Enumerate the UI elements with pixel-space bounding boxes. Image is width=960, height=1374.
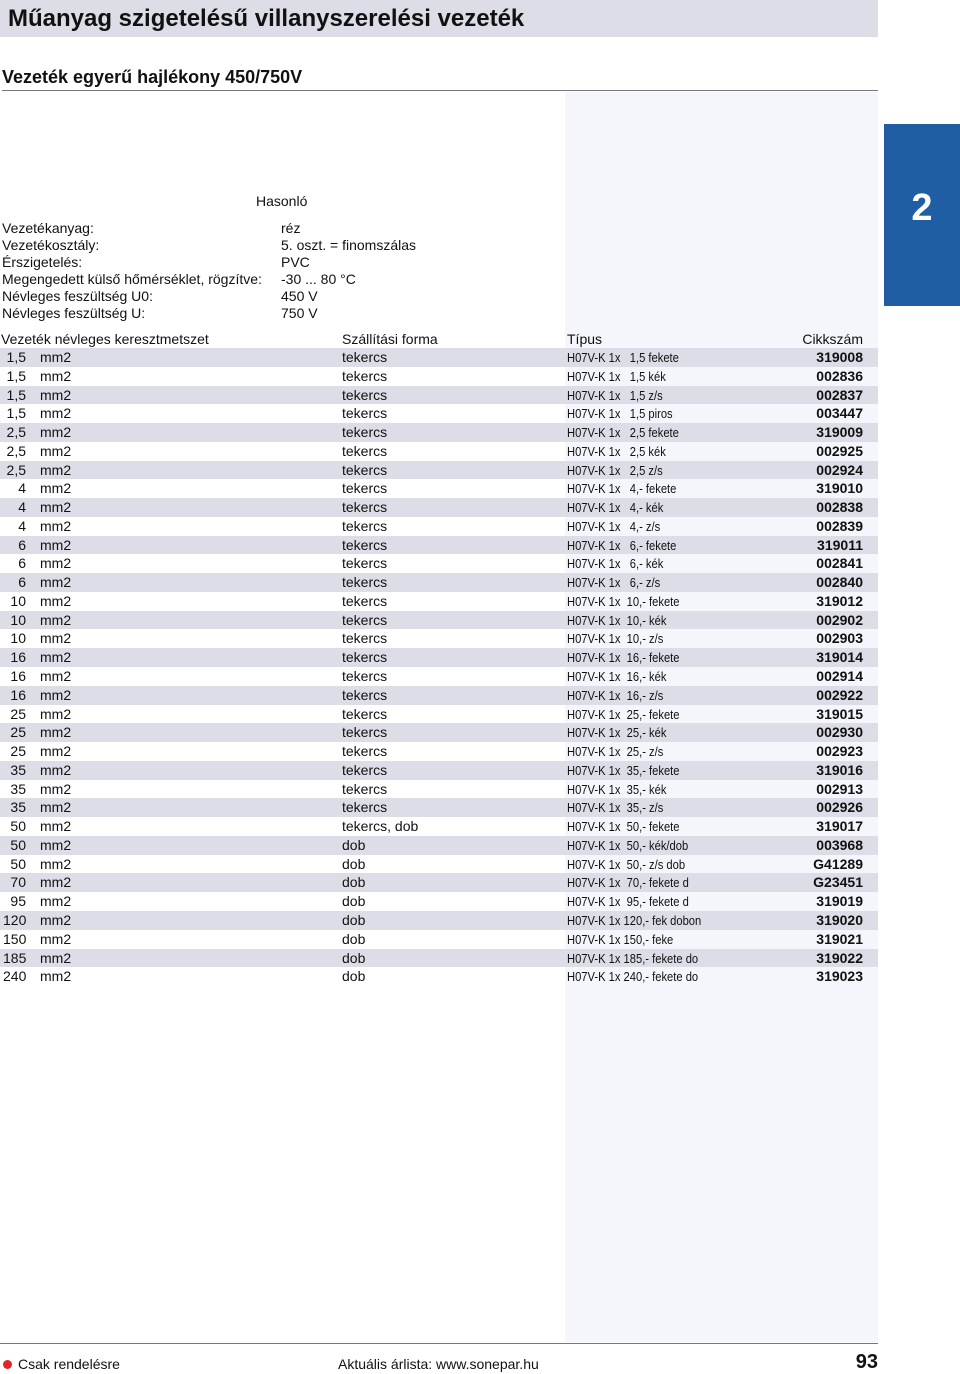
table-row bbox=[0, 517, 878, 536]
cell-type: H07V-K 1x 6,- fekete bbox=[567, 537, 677, 553]
cell-size: 10 bbox=[10, 611, 26, 628]
cell-type: H07V-K 1x 50,- z/s dob bbox=[567, 856, 686, 872]
cell-code: 002838 bbox=[816, 499, 863, 516]
cell-type: H07V-K 1x 35,- z/s bbox=[567, 800, 664, 816]
spec-label: Vezetékanyag: bbox=[2, 220, 94, 236]
chapter-number: 2 bbox=[911, 187, 933, 229]
cell-unit: mm2 bbox=[40, 592, 72, 609]
table-row bbox=[0, 667, 878, 686]
cell-unit: mm2 bbox=[40, 574, 72, 591]
table-row bbox=[0, 949, 878, 968]
similar-label: Hasonló bbox=[256, 193, 308, 209]
header-code: Cikkszám bbox=[802, 331, 863, 347]
page-title: Műanyag szigetelésű villanyszerelési vezeték bbox=[8, 5, 525, 32]
table-row bbox=[0, 817, 878, 836]
cell-form: tekercs bbox=[342, 499, 388, 516]
cell-size: 50 bbox=[10, 818, 26, 835]
table-row bbox=[0, 404, 878, 423]
footer bbox=[0, 1351, 878, 1374]
cell-type: H07V-K 1x 70,- fekete d bbox=[567, 875, 689, 891]
cell-code: 002925 bbox=[816, 442, 863, 459]
cell-form: tekercs bbox=[342, 367, 388, 384]
spec-row bbox=[2, 288, 602, 305]
footer-divider bbox=[0, 1343, 878, 1344]
cell-form: tekercs bbox=[342, 724, 388, 741]
cell-type: H07V-K 1x 2,5 z/s bbox=[567, 462, 663, 478]
cell-unit: mm2 bbox=[40, 649, 72, 666]
cell-form: dob bbox=[342, 911, 366, 928]
order-dot-icon bbox=[3, 1360, 12, 1369]
cell-code: 319017 bbox=[816, 818, 863, 835]
cell-type: H07V-K 1x 35,- fekete bbox=[567, 762, 680, 778]
cell-code: 003968 bbox=[816, 836, 863, 853]
cell-size: 6 bbox=[18, 574, 26, 591]
cell-form: dob bbox=[342, 930, 366, 947]
cell-form: tekercs bbox=[342, 780, 388, 797]
spec-value: 450 V bbox=[281, 288, 318, 304]
table-header bbox=[0, 330, 878, 348]
cell-code: 002913 bbox=[816, 780, 863, 797]
table-row bbox=[0, 498, 878, 517]
cell-size: 25 bbox=[10, 724, 26, 741]
cell-type: H07V-K 1x 1,5 kék bbox=[567, 368, 666, 384]
cell-size: 2,5 bbox=[6, 442, 26, 459]
spec-value: 750 V bbox=[281, 305, 318, 321]
price-list-note: Aktuális árlista: www.sonepar.hu bbox=[338, 1356, 539, 1372]
cell-form: tekercs bbox=[342, 405, 388, 422]
cell-size: 185 bbox=[3, 949, 27, 966]
spec-label: Megengedett külső hőmérséklet, rögzítve: bbox=[2, 271, 262, 287]
cell-unit: mm2 bbox=[40, 799, 72, 816]
table-row bbox=[0, 892, 878, 911]
cell-unit: mm2 bbox=[40, 461, 72, 478]
cell-size: 95 bbox=[10, 893, 26, 910]
cell-form: tekercs bbox=[342, 743, 388, 760]
cell-code: 002903 bbox=[816, 630, 863, 647]
table-row bbox=[0, 442, 878, 461]
table-row bbox=[0, 592, 878, 611]
cell-size: 16 bbox=[10, 649, 26, 666]
cell-size: 240 bbox=[3, 968, 27, 985]
cell-size: 35 bbox=[10, 780, 26, 797]
table-row bbox=[0, 461, 878, 480]
cell-unit: mm2 bbox=[40, 724, 72, 741]
table-row bbox=[0, 423, 878, 442]
cell-form: dob bbox=[342, 874, 366, 891]
cell-form: tekercs bbox=[342, 574, 388, 591]
spec-label: Vezetékosztály: bbox=[2, 237, 100, 253]
spec-value: PVC bbox=[281, 254, 310, 270]
cell-unit: mm2 bbox=[40, 386, 72, 403]
product-table bbox=[0, 348, 878, 986]
cell-size: 120 bbox=[3, 911, 27, 928]
cell-code: 319011 bbox=[817, 536, 863, 553]
cell-type: H07V-K 1x 16,- fekete bbox=[567, 650, 680, 666]
cell-form: dob bbox=[342, 949, 366, 966]
cell-form: dob bbox=[342, 893, 366, 910]
page-number: 93 bbox=[855, 1351, 878, 1373]
cell-type: H07V-K 1x 6,- kék bbox=[567, 556, 664, 572]
table-row bbox=[0, 367, 878, 386]
table-row bbox=[0, 742, 878, 761]
spec-value: -30 ... 80 °C bbox=[281, 271, 356, 287]
cell-unit: mm2 bbox=[40, 517, 72, 534]
cell-unit: mm2 bbox=[40, 367, 72, 384]
spec-row bbox=[2, 254, 602, 271]
cell-unit: mm2 bbox=[40, 442, 72, 459]
cell-type: H07V-K 1x 1,5 fekete bbox=[567, 350, 679, 365]
cell-unit: mm2 bbox=[40, 818, 72, 835]
cell-size: 35 bbox=[10, 799, 26, 816]
cell-code: 002926 bbox=[816, 799, 863, 816]
table-row bbox=[0, 761, 878, 780]
table-row bbox=[0, 573, 878, 592]
cell-code: 002914 bbox=[816, 668, 863, 685]
cell-form: tekercs bbox=[342, 424, 388, 441]
cell-form: tekercs bbox=[342, 461, 388, 478]
chapter-tab bbox=[884, 124, 960, 306]
cell-unit: mm2 bbox=[40, 893, 72, 910]
cell-unit: mm2 bbox=[40, 761, 72, 778]
cell-code: 319008 bbox=[816, 349, 863, 365]
table-row bbox=[0, 836, 878, 855]
table-row bbox=[0, 967, 878, 986]
section-subtitle: Vezeték egyerű hajlékony 450/750V bbox=[2, 66, 878, 91]
cell-size: 2,5 bbox=[6, 461, 26, 478]
cell-size: 2,5 bbox=[6, 424, 26, 441]
table-row bbox=[0, 686, 878, 705]
cell-type: H07V-K 1x 50,- kék/dob bbox=[567, 837, 689, 853]
cell-unit: mm2 bbox=[40, 686, 72, 703]
spec-value: 5. oszt. = finomszálas bbox=[281, 237, 417, 253]
cell-size: 50 bbox=[10, 836, 26, 853]
cell-type: H07V-K 1x 2,5 kék bbox=[567, 443, 666, 459]
cell-type: H07V-K 1x 25,- kék bbox=[567, 725, 667, 741]
cell-size: 1,5 bbox=[6, 386, 26, 403]
cell-code: 002902 bbox=[816, 611, 863, 628]
cell-form: tekercs bbox=[342, 668, 388, 685]
cell-form: tekercs bbox=[342, 517, 388, 534]
cell-form: tekercs bbox=[342, 611, 388, 628]
cell-code: 002837 bbox=[816, 386, 863, 403]
cell-size: 4 bbox=[18, 480, 26, 497]
table-row bbox=[0, 930, 878, 949]
cell-code: 319020 bbox=[816, 911, 863, 928]
cell-code: 002841 bbox=[816, 555, 863, 572]
spec-row bbox=[2, 237, 602, 254]
cell-form: tekercs bbox=[342, 480, 388, 497]
cell-form: tekercs bbox=[342, 555, 388, 572]
cell-size: 25 bbox=[10, 743, 26, 760]
cell-size: 10 bbox=[10, 630, 26, 647]
spec-row bbox=[2, 305, 602, 322]
spec-row bbox=[2, 271, 602, 288]
table-row bbox=[0, 705, 878, 724]
table-row bbox=[0, 873, 878, 892]
cell-form: tekercs bbox=[342, 442, 388, 459]
cell-type: H07V-K 1x 4,- z/s bbox=[567, 518, 661, 534]
cell-unit: mm2 bbox=[40, 911, 72, 928]
header-type: Típus bbox=[567, 331, 603, 347]
cell-form: tekercs bbox=[342, 592, 388, 609]
table-row bbox=[0, 479, 878, 498]
cell-type: H07V-K 1x 120,- fek dobon bbox=[567, 912, 702, 928]
cell-code: 002924 bbox=[816, 461, 863, 478]
cell-unit: mm2 bbox=[40, 930, 72, 947]
title-bar bbox=[0, 0, 878, 37]
cell-unit: mm2 bbox=[40, 780, 72, 797]
cell-unit: mm2 bbox=[40, 949, 72, 966]
cell-code: 002930 bbox=[816, 724, 863, 741]
cell-form: tekercs, dob bbox=[342, 818, 419, 835]
spec-label: Névleges feszültség U0: bbox=[2, 288, 153, 304]
cell-form: tekercs bbox=[342, 536, 388, 553]
cell-type: H07V-K 1x 4,- fekete bbox=[567, 481, 677, 497]
spec-label: Névleges feszültség U: bbox=[2, 305, 146, 321]
cell-type: H07V-K 1x 185,- fekete do bbox=[567, 950, 699, 966]
cell-unit: mm2 bbox=[40, 968, 72, 985]
cell-code: G23451 bbox=[813, 874, 863, 891]
cell-code: 003447 bbox=[816, 405, 863, 422]
cell-unit: mm2 bbox=[40, 536, 72, 553]
cell-type: H07V-K 1x 35,- kék bbox=[567, 781, 667, 797]
spec-row bbox=[2, 220, 602, 237]
cell-type: H07V-K 1x 10,- fekete bbox=[567, 593, 680, 609]
cell-unit: mm2 bbox=[40, 743, 72, 760]
cell-form: dob bbox=[342, 836, 366, 853]
cell-type: H07V-K 1x 4,- kék bbox=[567, 500, 664, 516]
cell-code: 319010 bbox=[816, 480, 863, 497]
cell-code: 002839 bbox=[816, 517, 863, 534]
cell-size: 50 bbox=[10, 855, 26, 872]
table-row bbox=[0, 611, 878, 630]
cell-type: H07V-K 1x 16,- kék bbox=[567, 669, 667, 685]
cell-unit: mm2 bbox=[40, 555, 72, 572]
table-row bbox=[0, 554, 878, 573]
cell-type: H07V-K 1x 2,5 fekete bbox=[567, 425, 679, 441]
table-row bbox=[0, 798, 878, 817]
table-row bbox=[0, 536, 878, 555]
order-note: Csak rendelésre bbox=[18, 1356, 120, 1372]
cell-type: H07V-K 1x 16,- z/s bbox=[567, 687, 664, 703]
cell-size: 1,5 bbox=[6, 405, 26, 422]
cell-form: tekercs bbox=[342, 705, 388, 722]
cell-unit: mm2 bbox=[40, 836, 72, 853]
table-row bbox=[0, 386, 878, 405]
cell-code: 319009 bbox=[816, 424, 863, 441]
cell-unit: mm2 bbox=[40, 424, 72, 441]
cell-form: tekercs bbox=[342, 386, 388, 403]
cell-form: dob bbox=[342, 855, 366, 872]
cell-code: 319021 bbox=[816, 930, 863, 947]
cell-type: H07V-K 1x 10,- kék bbox=[567, 612, 667, 628]
cell-size: 10 bbox=[10, 592, 26, 609]
cell-code: 319012 bbox=[816, 592, 863, 609]
header-form: Szállítási forma bbox=[342, 331, 438, 347]
cell-unit: mm2 bbox=[40, 405, 72, 422]
cell-size: 16 bbox=[10, 668, 26, 685]
cell-type: H07V-K 1x 25,- z/s bbox=[567, 744, 664, 760]
cell-form: tekercs bbox=[342, 761, 388, 778]
cell-size: 6 bbox=[18, 536, 26, 553]
cell-unit: mm2 bbox=[40, 668, 72, 685]
cell-form: dob bbox=[342, 968, 366, 985]
cell-unit: mm2 bbox=[40, 630, 72, 647]
spec-label: Érszigetelés: bbox=[2, 254, 83, 270]
spec-value: réz bbox=[281, 220, 301, 236]
cell-unit: mm2 bbox=[40, 499, 72, 516]
cell-size: 1,5 bbox=[6, 367, 26, 384]
cell-type: H07V-K 1x 240,- fekete do bbox=[567, 969, 699, 985]
cell-size: 25 bbox=[10, 705, 26, 722]
cell-code: G41289 bbox=[813, 855, 863, 872]
cell-unit: mm2 bbox=[40, 855, 72, 872]
cell-size: 70 bbox=[10, 874, 26, 891]
cell-code: 319022 bbox=[816, 949, 863, 966]
cell-form: tekercs bbox=[342, 630, 388, 647]
cell-type: H07V-K 1x 150,- feke bbox=[567, 931, 674, 947]
table-row bbox=[0, 648, 878, 667]
cell-code: 319016 bbox=[816, 761, 863, 778]
cell-size: 4 bbox=[18, 499, 26, 516]
cell-unit: mm2 bbox=[40, 480, 72, 497]
cell-type: H07V-K 1x 10,- z/s bbox=[567, 631, 664, 647]
cell-unit: mm2 bbox=[40, 705, 72, 722]
cell-size: 4 bbox=[18, 517, 26, 534]
table-row bbox=[0, 723, 878, 742]
cell-form: tekercs bbox=[342, 649, 388, 666]
cell-size: 35 bbox=[10, 761, 26, 778]
cell-code: 002922 bbox=[816, 686, 863, 703]
cell-code: 319019 bbox=[816, 893, 863, 910]
cell-type: H07V-K 1x 1,5 piros bbox=[567, 406, 673, 422]
cell-type: H07V-K 1x 6,- z/s bbox=[567, 575, 661, 591]
cell-form: tekercs bbox=[342, 799, 388, 816]
cell-form: tekercs bbox=[342, 686, 388, 703]
cell-code: 319015 bbox=[816, 705, 863, 722]
table-row bbox=[0, 348, 878, 367]
cell-size: 150 bbox=[3, 930, 27, 947]
table-row bbox=[0, 855, 878, 874]
table-row bbox=[0, 629, 878, 648]
cell-unit: mm2 bbox=[40, 611, 72, 628]
cell-code: 002836 bbox=[816, 367, 863, 384]
cell-type: H07V-K 1x 95,- fekete d bbox=[567, 894, 689, 910]
table-row bbox=[0, 780, 878, 799]
cell-size: 1,5 bbox=[6, 349, 26, 365]
cell-code: 002840 bbox=[816, 574, 863, 591]
cell-form: tekercs bbox=[342, 349, 388, 365]
cell-code: 002923 bbox=[816, 743, 863, 760]
cell-unit: mm2 bbox=[40, 349, 72, 365]
cell-code: 319014 bbox=[816, 649, 863, 666]
header-size: Vezeték névleges keresztmetszet bbox=[1, 331, 209, 347]
table-row bbox=[0, 911, 878, 930]
cell-unit: mm2 bbox=[40, 874, 72, 891]
cell-type: H07V-K 1x 1,5 z/s bbox=[567, 387, 663, 403]
cell-type: H07V-K 1x 50,- fekete bbox=[567, 819, 680, 835]
cell-size: 16 bbox=[10, 686, 26, 703]
cell-size: 6 bbox=[18, 555, 26, 572]
cell-type: H07V-K 1x 25,- fekete bbox=[567, 706, 680, 722]
cell-code: 319023 bbox=[816, 968, 863, 985]
